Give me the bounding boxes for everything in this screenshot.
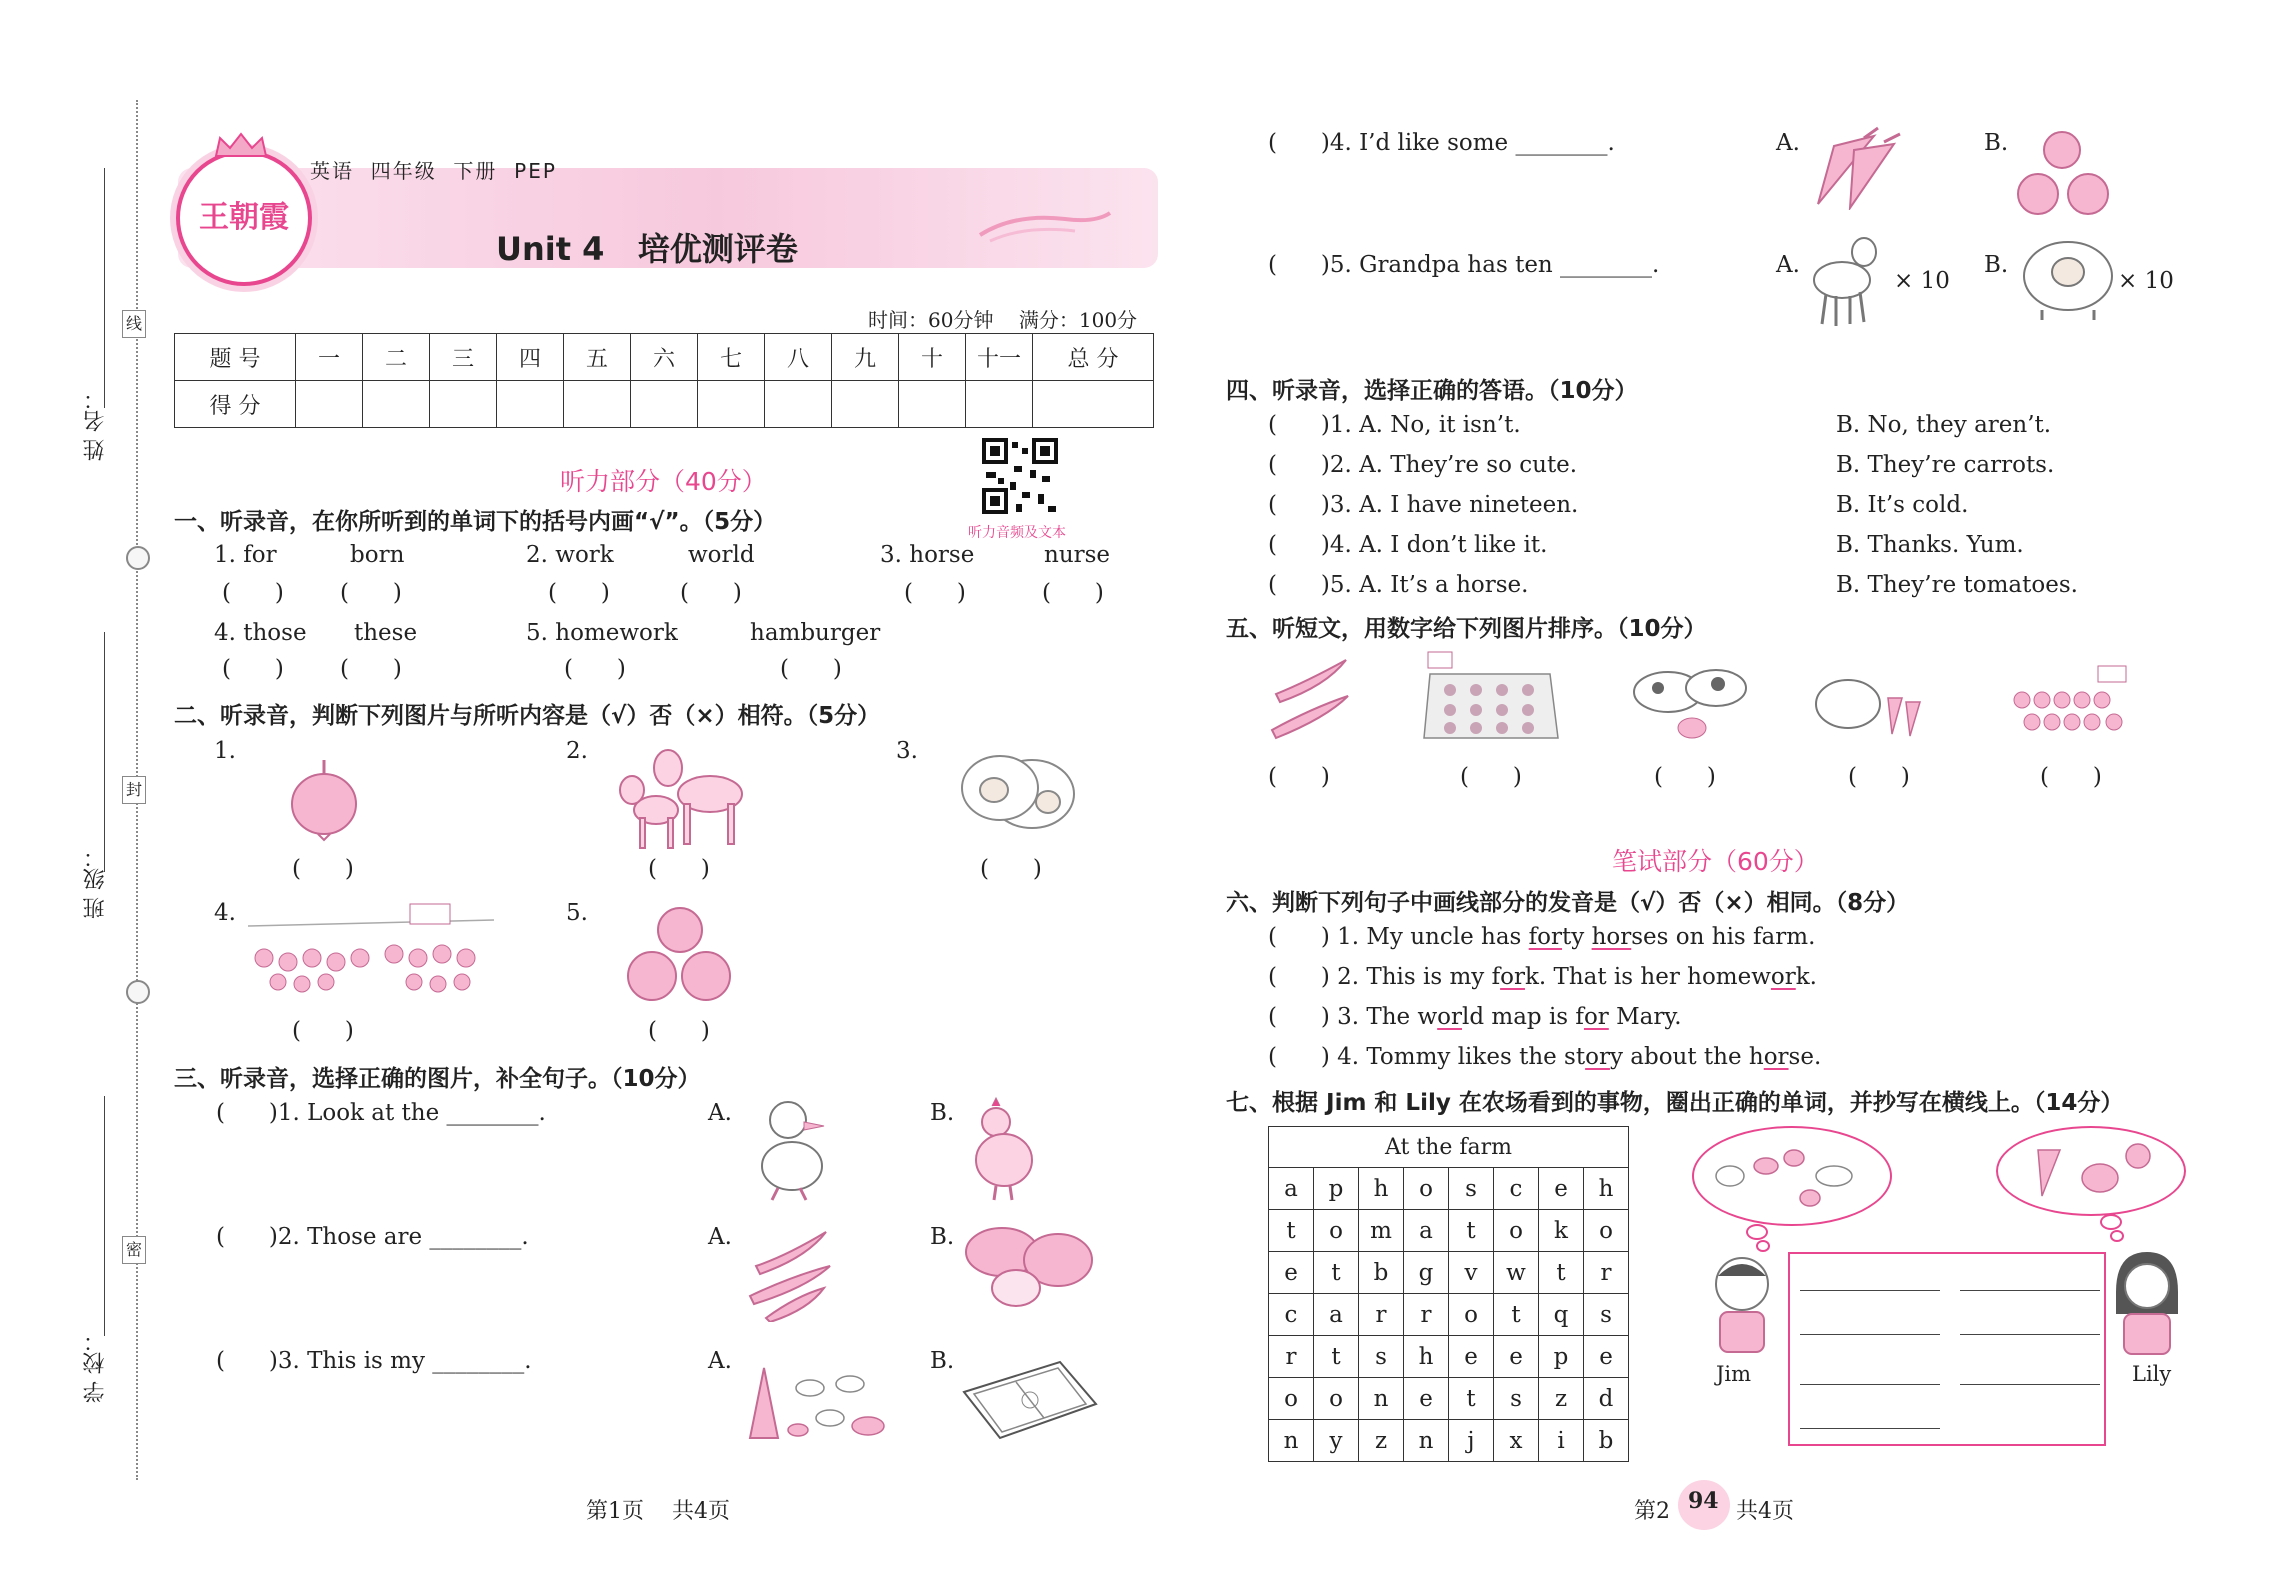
item-number: 3.: [896, 738, 918, 764]
word-option: hamburger: [750, 620, 881, 646]
time-info: 时间：60分钟 满分：100分: [868, 308, 1138, 332]
green-beans-picture-icon: [1268, 652, 1352, 742]
answer-line[interactable]: [1960, 1290, 2100, 1291]
grid-letter[interactable]: t: [1314, 1336, 1359, 1378]
score-header-cell: 六: [631, 334, 698, 381]
answer-paren[interactable]: ( ): [292, 1018, 354, 1044]
grid-letter[interactable]: t: [1539, 1252, 1584, 1294]
question-3-4: ( )4. I’d like some ________.: [1268, 130, 1615, 156]
question-3-2: ( )2. Those are ________.: [216, 1224, 529, 1250]
grid-letter[interactable]: j: [1449, 1420, 1494, 1462]
grid-letter[interactable]: t: [1449, 1378, 1494, 1420]
score-input-cell[interactable]: [564, 381, 631, 428]
grid-letter[interactable]: a: [1404, 1210, 1449, 1252]
listening-section-title: 听力部分（40分）: [560, 467, 767, 496]
grid-letter[interactable]: t: [1449, 1210, 1494, 1252]
option-4-1-b: B. No, they aren’t.: [1836, 412, 2052, 438]
option-b-label: B.: [1984, 130, 2009, 156]
score-header-cell: 总 分: [1033, 334, 1154, 381]
cows-picture-icon: [1628, 652, 1752, 742]
word-option: nurse: [1044, 542, 1111, 568]
question-4-3: ( )3. A. I have nineteen.: [1268, 492, 1579, 518]
grid-letter[interactable]: h: [1404, 1336, 1449, 1378]
item-number: 1.: [214, 738, 236, 764]
answer-paren[interactable]: ( ): [222, 580, 284, 606]
thought-dot: [2100, 1214, 2122, 1230]
score-header-cell: 四: [497, 334, 564, 381]
green-beans-picture-icon: [746, 1226, 836, 1322]
option-b-label: B.: [930, 1348, 955, 1374]
grid-letter[interactable]: s: [1449, 1168, 1494, 1210]
option-4-5-b: B. They’re tomatoes.: [1836, 572, 2078, 598]
section3-heading: 三、听录音，选择正确的图片，补全句子。（10分）: [174, 1066, 701, 1092]
grid-letter[interactable]: s: [1494, 1378, 1539, 1420]
grid-letter[interactable]: h: [1359, 1168, 1404, 1210]
grid-letter[interactable]: g: [1404, 1252, 1449, 1294]
grid-letter[interactable]: e: [1269, 1252, 1314, 1294]
question-3-5: ( )5. Grandpa has ten ________.: [1268, 252, 1660, 278]
grid-letter[interactable]: r: [1269, 1336, 1314, 1378]
grid-letter[interactable]: w: [1494, 1252, 1539, 1294]
question-6-4: ( ) 4. Tommy likes the story about the horse.: [1268, 1044, 1822, 1070]
answer-paren[interactable]: ( ): [1654, 764, 1716, 790]
option-4-4-b: B. Thanks. Yum.: [1836, 532, 2024, 558]
score-input-cell[interactable]: [363, 381, 430, 428]
score-input-cell[interactable]: [1033, 381, 1154, 428]
grid-letter[interactable]: c: [1269, 1294, 1314, 1336]
grid-letter[interactable]: x: [1494, 1420, 1539, 1462]
grid-letter[interactable]: p: [1314, 1168, 1359, 1210]
score-input-cell[interactable]: [765, 381, 832, 428]
grid-letter[interactable]: a: [1269, 1168, 1314, 1210]
score-input-cell[interactable]: [296, 381, 363, 428]
page-footer-right-b: 共4页: [1736, 1499, 1794, 1524]
seal-feng: 封: [122, 776, 146, 804]
grid-letter[interactable]: a: [1314, 1294, 1359, 1336]
written-section-title: 笔试部分（60分）: [1612, 847, 1819, 876]
grid-row: [1269, 1420, 1629, 1462]
page-title: Unit 4 培优测评卷: [496, 230, 798, 268]
grid-letter[interactable]: o: [1449, 1294, 1494, 1336]
grid-letter[interactable]: y: [1314, 1420, 1359, 1462]
option-b-label: B.: [930, 1100, 955, 1126]
series-label: 英语 四年级 下册 PEP: [310, 159, 557, 183]
grid-letter[interactable]: o: [1584, 1210, 1629, 1252]
potatoes-picture-icon: [958, 1222, 1098, 1312]
option-4-3-b: B. It’s cold.: [1836, 492, 1969, 518]
answer-paren[interactable]: ( ): [904, 580, 966, 606]
name-label: 姓 名：: [83, 388, 108, 461]
score-input-cell[interactable]: [497, 381, 564, 428]
jim-thought-animals-icon: [1710, 1136, 1870, 1212]
grid-letter[interactable]: o: [1269, 1378, 1314, 1420]
jim-character-icon: [1706, 1250, 1778, 1360]
answer-paren[interactable]: ( ): [340, 656, 402, 682]
grid-letter[interactable]: e: [1494, 1336, 1539, 1378]
grid-letter[interactable]: s: [1584, 1294, 1629, 1336]
score-input-cell[interactable]: [966, 381, 1033, 428]
sheep-and-carrots-picture-icon: [1812, 668, 1930, 740]
grid-row: [1269, 1294, 1629, 1336]
question-6-3: ( ) 3. The world map is for Mary.: [1268, 1004, 1682, 1030]
grid-letter[interactable]: r: [1359, 1294, 1404, 1336]
grid-letter[interactable]: t: [1269, 1210, 1314, 1252]
score-header-cell: 十一: [966, 334, 1033, 381]
lily-character-icon: [2110, 1248, 2184, 1360]
farm-field-picture-icon: [2008, 660, 2134, 740]
thought-dot: [1746, 1224, 1768, 1240]
answer-line[interactable]: [1800, 1290, 1940, 1291]
score-input-cell[interactable]: [631, 381, 698, 428]
grid-letter[interactable]: d: [1584, 1378, 1629, 1420]
answer-paren[interactable]: ( ): [1268, 764, 1330, 790]
answer-line[interactable]: [1800, 1334, 1940, 1335]
multiplier-label: × 10: [2118, 268, 2174, 294]
item-number: 4.: [214, 900, 236, 926]
qr-code-icon[interactable]: [980, 436, 1060, 516]
option-a-label: A.: [708, 1100, 732, 1126]
answer-paren[interactable]: ( ): [340, 580, 402, 606]
grid-letter[interactable]: n: [1359, 1378, 1404, 1420]
grid-letter[interactable]: m: [1359, 1210, 1404, 1252]
class-line: [104, 632, 105, 872]
grid-letter[interactable]: c: [1494, 1168, 1539, 1210]
page-footer-right-a: 第2: [1634, 1499, 1670, 1524]
answer-paren[interactable]: ( ): [980, 856, 1042, 882]
sheep-picture-icon: [952, 738, 1082, 848]
sheep-picture-icon: [2018, 230, 2118, 320]
score-header-cell: 题 号: [175, 334, 296, 381]
score-header-cell: 十: [899, 334, 966, 381]
answer-paren[interactable]: ( ): [1848, 764, 1910, 790]
page-number: 94: [1688, 1488, 1719, 1514]
section4-heading: 四、听录音，选择正确的答语。（10分）: [1226, 378, 1638, 404]
onion-picture-icon: [284, 752, 364, 842]
score-header-cell: 三: [430, 334, 497, 381]
answer-paren[interactable]: ( ): [680, 580, 742, 606]
grid-letter[interactable]: n: [1269, 1420, 1314, 1462]
grid-row: [1269, 1336, 1629, 1378]
answer-line[interactable]: [1960, 1384, 2100, 1385]
score-header-cell: 五: [564, 334, 631, 381]
answer-line[interactable]: [1960, 1334, 2100, 1335]
word-option: world: [688, 542, 755, 568]
lily-thought-vegetables-icon: [2020, 1134, 2160, 1204]
item-number: 2.: [566, 738, 588, 764]
grid-letter[interactable]: v: [1449, 1252, 1494, 1294]
grid-letter[interactable]: o: [1404, 1168, 1449, 1210]
grid-title: At the farm: [1269, 1127, 1629, 1168]
option-a-label: A.: [1776, 130, 1800, 156]
page-footer-left: 第1页 共4页: [586, 1499, 730, 1524]
binding-hole-icon: [126, 546, 150, 570]
score-header-cell: 八: [765, 334, 832, 381]
thought-dot: [2110, 1230, 2124, 1242]
question-6-1: ( ) 1. My uncle has forty horses on his farm.: [1268, 924, 1816, 950]
section6-heading: 六、判断下列句子中画线部分的发音是（√）否（×）相同。（8分）: [1226, 890, 1910, 916]
farm-picture-icon: [740, 1348, 890, 1448]
duck-picture-icon: [748, 1096, 838, 1206]
option-b-label: B.: [930, 1224, 955, 1250]
answer-paren[interactable]: ( ): [648, 856, 710, 882]
grid-row: [1269, 1210, 1629, 1252]
answer-paren[interactable]: ( ): [548, 580, 610, 606]
score-input-cell[interactable]: [899, 381, 966, 428]
grid-letter[interactable]: t: [1314, 1252, 1359, 1294]
multiplier-label: × 10: [1894, 268, 1950, 294]
score-row-label: 得 分: [175, 381, 296, 428]
section7-heading: 七、根据 Jim 和 Lily 在农场看到的事物，圈出正确的单词，并抄写在横线上。（14分）: [1226, 1090, 2124, 1116]
basketball-court-picture-icon: [960, 1352, 1100, 1444]
lily-label: Lily: [2132, 1362, 2172, 1386]
grid-row: [1269, 1378, 1629, 1420]
word-option: born: [350, 542, 405, 568]
question-4-2: ( )2. A. They’re so cute.: [1268, 452, 1578, 478]
answer-paren[interactable]: ( ): [292, 856, 354, 882]
option-a-label: A.: [708, 1224, 732, 1250]
word-option: 5. homework: [526, 620, 678, 646]
answer-paren[interactable]: ( ): [1460, 764, 1522, 790]
section2-heading: 二、听录音，判断下列图片与所听内容是（√）否（×）相符。（5分）: [174, 703, 881, 729]
score-header-cell: 七: [698, 334, 765, 381]
grid-letter[interactable]: z: [1539, 1378, 1584, 1420]
crown-icon: [214, 132, 268, 158]
grid-letter[interactable]: o: [1314, 1378, 1359, 1420]
answer-paren[interactable]: ( ): [222, 656, 284, 682]
grid-letter[interactable]: q: [1539, 1294, 1584, 1336]
jim-label: Jim: [1716, 1362, 1752, 1386]
question-3-1: ( )1. Look at the ________.: [216, 1100, 546, 1126]
score-header-cell: 九: [832, 334, 899, 381]
word-option: these: [354, 620, 418, 646]
school-line: [104, 1096, 105, 1336]
section1-heading: 一、听录音，在你所听到的单词下的括号内画“√”。（5分）: [174, 509, 777, 535]
school-label: 学 校：: [83, 1330, 108, 1403]
grid-letter[interactable]: p: [1539, 1336, 1584, 1378]
binding-hole-icon: [126, 980, 150, 1004]
grid-letter[interactable]: b: [1359, 1252, 1404, 1294]
word-option: 2. work: [526, 542, 614, 568]
answer-paren[interactable]: ( ): [648, 1018, 710, 1044]
name-line: [104, 168, 105, 408]
tomatoes-picture-icon: [2012, 130, 2112, 220]
grid-letter[interactable]: h: [1584, 1168, 1629, 1210]
grid-letter[interactable]: b: [1584, 1420, 1629, 1462]
option-a-label: A.: [708, 1348, 732, 1374]
question-3-3: ( )3. This is my ________.: [216, 1348, 532, 1374]
answer-box: [1788, 1252, 2106, 1446]
grid-letter[interactable]: o: [1314, 1210, 1359, 1252]
answer-paren[interactable]: ( ): [564, 656, 626, 682]
question-6-2: ( ) 2. This is my fork. That is her homework.: [1268, 964, 1817, 990]
answer-paren[interactable]: ( ): [780, 656, 842, 682]
word-search-grid: [1268, 1126, 1629, 1462]
section5-heading: 五、听短文，用数字给下列图片排序。（10分）: [1226, 616, 1707, 642]
grid-letter[interactable]: o: [1494, 1210, 1539, 1252]
seal-xian: 线: [122, 310, 146, 338]
item-number: 5.: [566, 900, 588, 926]
grid-letter[interactable]: r: [1404, 1294, 1449, 1336]
horses-picture-icon: [610, 744, 760, 854]
tomatoes-picture-icon: [626, 904, 736, 1004]
tomato-field-picture-icon: [1420, 650, 1560, 742]
question-4-5: ( )5. A. It’s a horse.: [1268, 572, 1529, 598]
score-header-cell: 一: [296, 334, 363, 381]
answer-line[interactable]: [1800, 1384, 1940, 1385]
answer-paren[interactable]: ( ): [1042, 580, 1104, 606]
goat-picture-icon: [1806, 224, 1886, 332]
grid-letter[interactable]: e: [1449, 1336, 1494, 1378]
question-4-1: ( )1. A. No, it isn’t.: [1268, 412, 1521, 438]
brand-logo: 王朝霞: [176, 150, 312, 286]
class-label: 班 级：: [83, 846, 108, 919]
carrots-picture-icon: [1804, 126, 1904, 210]
seal-mi: 密: [122, 1236, 146, 1264]
word-option: 3. horse: [880, 542, 975, 568]
question-4-4: ( )4. A. I don’t like it.: [1268, 532, 1548, 558]
score-header-cell: 二: [363, 334, 430, 381]
score-input-cell[interactable]: [430, 381, 497, 428]
score-input-cell[interactable]: [832, 381, 899, 428]
grid-letter[interactable]: n: [1404, 1420, 1449, 1462]
grid-letter[interactable]: e: [1539, 1168, 1584, 1210]
word-option: 4. those: [214, 620, 307, 646]
farm-field-picture-icon: [244, 896, 500, 996]
grid-letter[interactable]: r: [1584, 1252, 1629, 1294]
score-input-cell[interactable]: [698, 381, 765, 428]
grid-letter[interactable]: i: [1539, 1420, 1584, 1462]
option-b-label: B.: [1984, 252, 2009, 278]
answer-paren[interactable]: ( ): [2040, 764, 2102, 790]
option-4-2-b: B. They’re carrots.: [1836, 452, 2055, 478]
grid-letter[interactable]: k: [1539, 1210, 1584, 1252]
decorative-swoosh-icon: [975, 205, 1115, 245]
grid-letter[interactable]: t: [1494, 1294, 1539, 1336]
grid-row: [1269, 1168, 1629, 1210]
grid-letter[interactable]: z: [1359, 1420, 1404, 1462]
word-option: 1. for: [214, 542, 277, 568]
hen-picture-icon: [962, 1096, 1042, 1206]
grid-letter[interactable]: s: [1359, 1336, 1404, 1378]
grid-row: [1269, 1252, 1629, 1294]
grid-letter[interactable]: e: [1404, 1378, 1449, 1420]
answer-line[interactable]: [1800, 1428, 1940, 1429]
option-a-label: A.: [1776, 252, 1800, 278]
qr-caption: 听力音频及文本: [968, 525, 1066, 541]
grid-letter[interactable]: e: [1584, 1336, 1629, 1378]
score-table: [174, 333, 1154, 428]
